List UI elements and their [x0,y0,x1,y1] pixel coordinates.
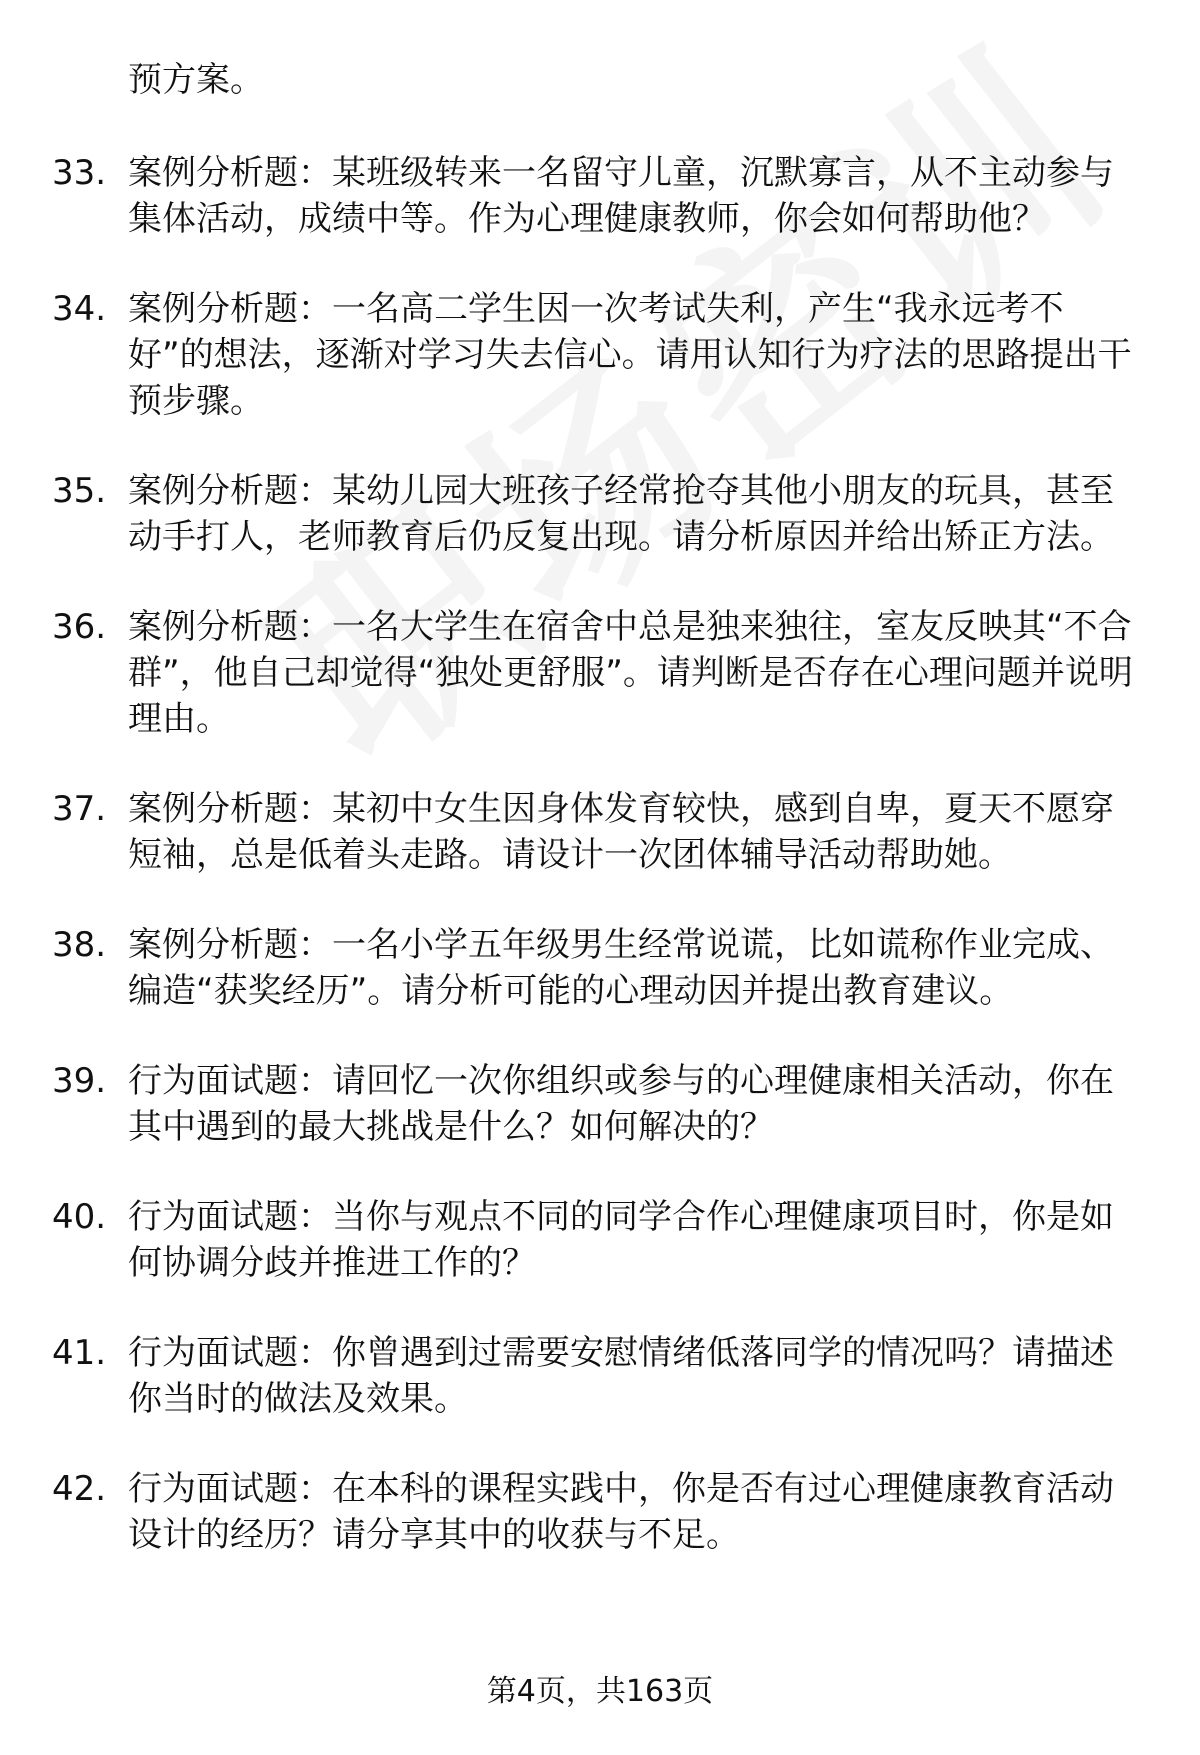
question-text: 行为面试题：在本科的课程实践中，你是否有过心理健康教育活动设计的经历？请分享其中的收获与不足。 [128,1469,1114,1555]
question-item [0,286,1200,424]
question-item [0,922,1200,1014]
question-number: 33. [52,153,107,193]
question-text: 行为面试题：你曾遇到过需要安慰情绪低落同学的情况吗？请描述你当时的做法及效果。 [128,1333,1114,1419]
question-number: 37. [52,789,107,829]
question-text: 案例分析题：一名大学生在宿舍中总是独来独往，室友反映其“不合群”，他自己却觉得“独处更舒服”。请判断是否存在心理问题并说明理由。 [128,607,1133,739]
question-number: 38. [52,925,107,965]
page-footer: 第4页，共163页 [486,1674,714,1709]
question-item [0,1330,1200,1422]
question-list [0,150,1200,1602]
question-text: 行为面试题：当你与观点不同的同学合作心理健康项目时，你是如何协调分歧并推进工作的？ [128,1197,1114,1283]
question-text: 案例分析题：某幼儿园大班孩子经常抢夺其他小朋友的玩具，甚至动手打人，老师教育后仍反复出现。请分析原因并给出矫正方法。 [128,471,1114,557]
continuation-text: 预方案。 [128,60,264,100]
question-number: 36. [52,607,107,647]
question-item [0,786,1200,878]
question-number: 34. [52,289,107,329]
question-item [0,1194,1200,1286]
question-number: 40. [52,1197,107,1237]
question-number: 39. [52,1061,107,1101]
question-item [0,468,1200,560]
question-text: 案例分析题：一名小学五年级男生经常说谎，比如谎称作业完成、编造“获奖经历”。请分析可能的心理动因并提出教育建议。 [128,925,1114,1011]
question-number: 41. [52,1333,107,1373]
question-text: 行为面试题：请回忆一次你组织或参与的心理健康相关活动，你在其中遇到的最大挑战是什么？如何解决的？ [128,1061,1114,1147]
question-text: 案例分析题：一名高二学生因一次考试失利，产生“我永远考不好”的想法，逐渐对学习失去信心。请用认知行为疗法的思路提出干预步骤。 [128,289,1132,421]
question-text: 案例分析题：某班级转来一名留守儿童，沉默寡言，从不主动参与集体活动，成绩中等。作为心理健康教师，你会如何帮助他？ [128,153,1114,239]
question-item [0,1466,1200,1558]
question-text: 案例分析题：某初中女生因身体发育较快，感到自卑，夏天不愿穿短袖，总是低着头走路。请设计一次团体辅导活动帮助她。 [128,789,1114,875]
question-item [0,604,1200,742]
question-number: 35. [52,471,107,511]
question-item [0,150,1200,242]
question-item [0,1058,1200,1150]
question-number: 42. [52,1469,107,1509]
